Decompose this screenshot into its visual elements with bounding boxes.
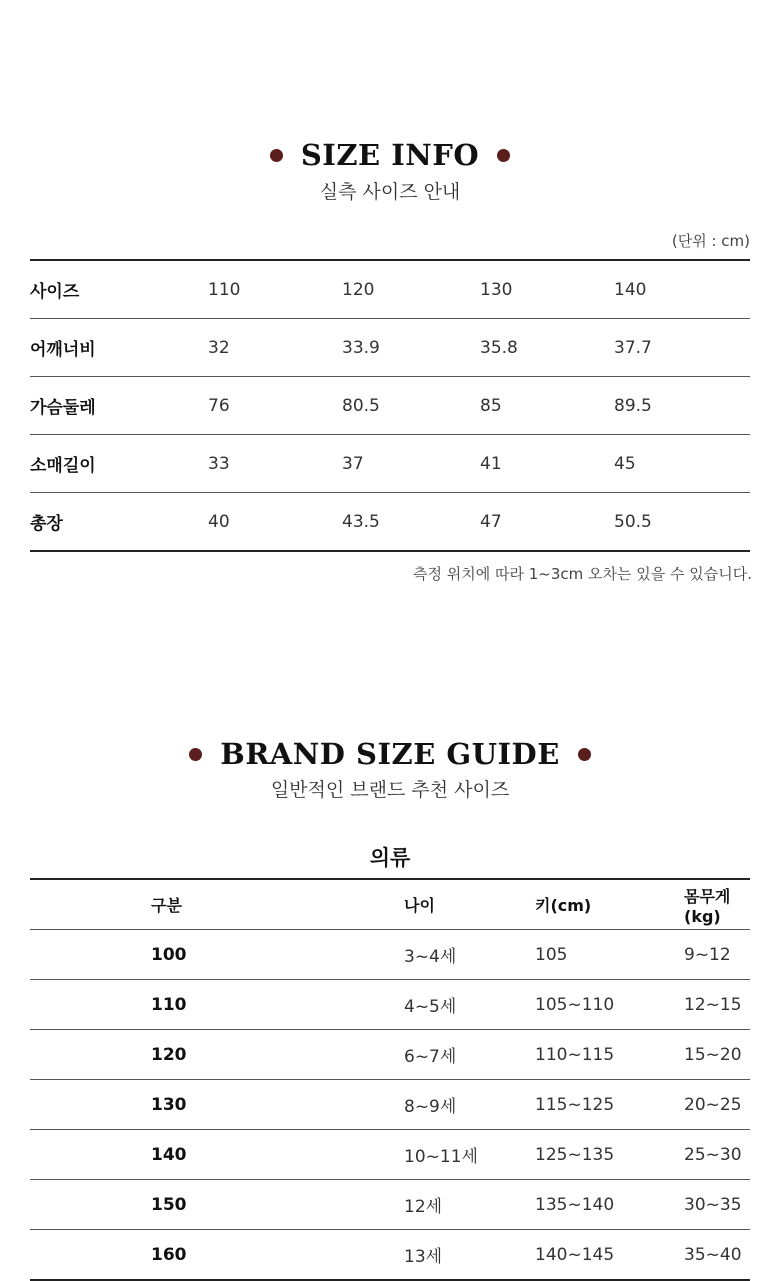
table-cell: 140~145: [535, 1244, 615, 1265]
table-cell: 130: [480, 260, 614, 319]
brand-guide-table: [30, 878, 750, 1281]
table-cell: 85: [480, 377, 614, 435]
table-cell: 105: [535, 930, 684, 980]
row-label: 소매길이: [30, 435, 208, 493]
bullet-dot-icon: [497, 149, 510, 162]
size-cell: 140: [30, 1130, 404, 1180]
table-cell: 35~40: [684, 1244, 742, 1265]
size-cell: 130: [30, 1080, 404, 1130]
row-label: 가슴둘레: [30, 377, 208, 435]
table-cell: 41: [480, 435, 614, 493]
size-info-title: SIZE INFO: [300, 138, 480, 172]
measurement-footnote: 측정 위치에 따라 1~3cm 오차는 있을 수 있습니다.: [413, 565, 752, 583]
table-cell: 115~125: [535, 1080, 684, 1130]
brand-guide-title: BRAND SIZE GUIDE: [220, 737, 560, 771]
table-cell: 33.9: [342, 319, 480, 377]
unit-note: (단위 : cm): [671, 232, 750, 250]
bullet-dot-icon: [578, 748, 591, 761]
table-row: [30, 1130, 750, 1180]
table-cell: 35.8: [480, 319, 614, 377]
table-cell: 32: [208, 319, 342, 377]
table-cell: 80.5: [342, 377, 480, 435]
table-cell: 76: [208, 377, 342, 435]
table-row: [30, 493, 750, 552]
table-cell: 43.5: [342, 511, 380, 532]
size-cell: 120: [30, 1030, 404, 1080]
table-row: [30, 377, 750, 435]
table-row: [30, 1230, 750, 1281]
row-label: 어깨너비: [30, 319, 208, 377]
table-row: [30, 260, 750, 319]
size-cell: 100: [30, 930, 404, 980]
table-cell: 20~25: [684, 1080, 750, 1130]
table-cell: 15~20: [684, 1030, 750, 1080]
size-cell: 160: [151, 1244, 187, 1265]
table-cell: 8~9세: [404, 1080, 535, 1130]
brand-guide-heading: [0, 737, 780, 771]
table-header-row: [30, 879, 750, 930]
table-cell: 9~12: [684, 930, 750, 980]
table-cell: 3~4세: [404, 930, 535, 980]
table-cell: 33: [208, 435, 342, 493]
header-cell: 키(cm): [535, 879, 684, 930]
category-title: 의류: [369, 846, 411, 870]
table-cell: 40: [208, 511, 230, 532]
table-cell: 37: [342, 435, 480, 493]
table-row: [30, 319, 750, 377]
size-info-heading: [0, 138, 780, 172]
table-cell: 110~115: [535, 1030, 684, 1080]
header-cell: 구분: [30, 879, 404, 930]
size-cell: 110: [30, 980, 404, 1030]
size-info-table: [30, 259, 750, 552]
table-cell: 140: [614, 260, 750, 319]
table-row: [30, 1180, 750, 1230]
table-cell: 10~11세: [404, 1130, 535, 1180]
row-label: 총장: [30, 514, 63, 534]
table-cell: 25~30: [684, 1130, 750, 1180]
size-info-subtitle: 실측 사이즈 안내: [319, 181, 461, 203]
bullet-dot-icon: [270, 149, 283, 162]
table-cell: 6~7세: [404, 1030, 535, 1080]
table-cell: 4~5세: [404, 980, 535, 1030]
table-cell: 120: [342, 260, 480, 319]
table-row: [30, 435, 750, 493]
table-cell: 125~135: [535, 1130, 684, 1180]
row-label: 사이즈: [30, 260, 208, 319]
table-cell: 37.7: [614, 319, 750, 377]
table-cell: 110: [208, 260, 342, 319]
table-cell: 50.5: [614, 511, 652, 532]
table-cell: 89.5: [614, 377, 750, 435]
table-cell: 45: [614, 435, 750, 493]
table-row: [30, 930, 750, 980]
brand-guide-subtitle: 일반적인 브랜드 추천 사이즈: [270, 779, 510, 801]
table-cell: 47: [480, 511, 502, 532]
size-cell: 150: [30, 1180, 404, 1230]
table-row: [30, 1030, 750, 1080]
bullet-dot-icon: [189, 748, 202, 761]
table-cell: 13세: [404, 1247, 443, 1267]
table-cell: 135~140: [535, 1180, 684, 1230]
table-cell: 30~35: [684, 1180, 750, 1230]
table-cell: 105~110: [535, 980, 684, 1030]
table-row: [30, 980, 750, 1030]
header-cell: 나이: [404, 879, 535, 930]
table-cell: 12~15: [684, 980, 750, 1030]
table-cell: 12세: [404, 1180, 535, 1230]
header-cell: 몸무게(kg): [684, 879, 750, 930]
table-row: [30, 1080, 750, 1130]
